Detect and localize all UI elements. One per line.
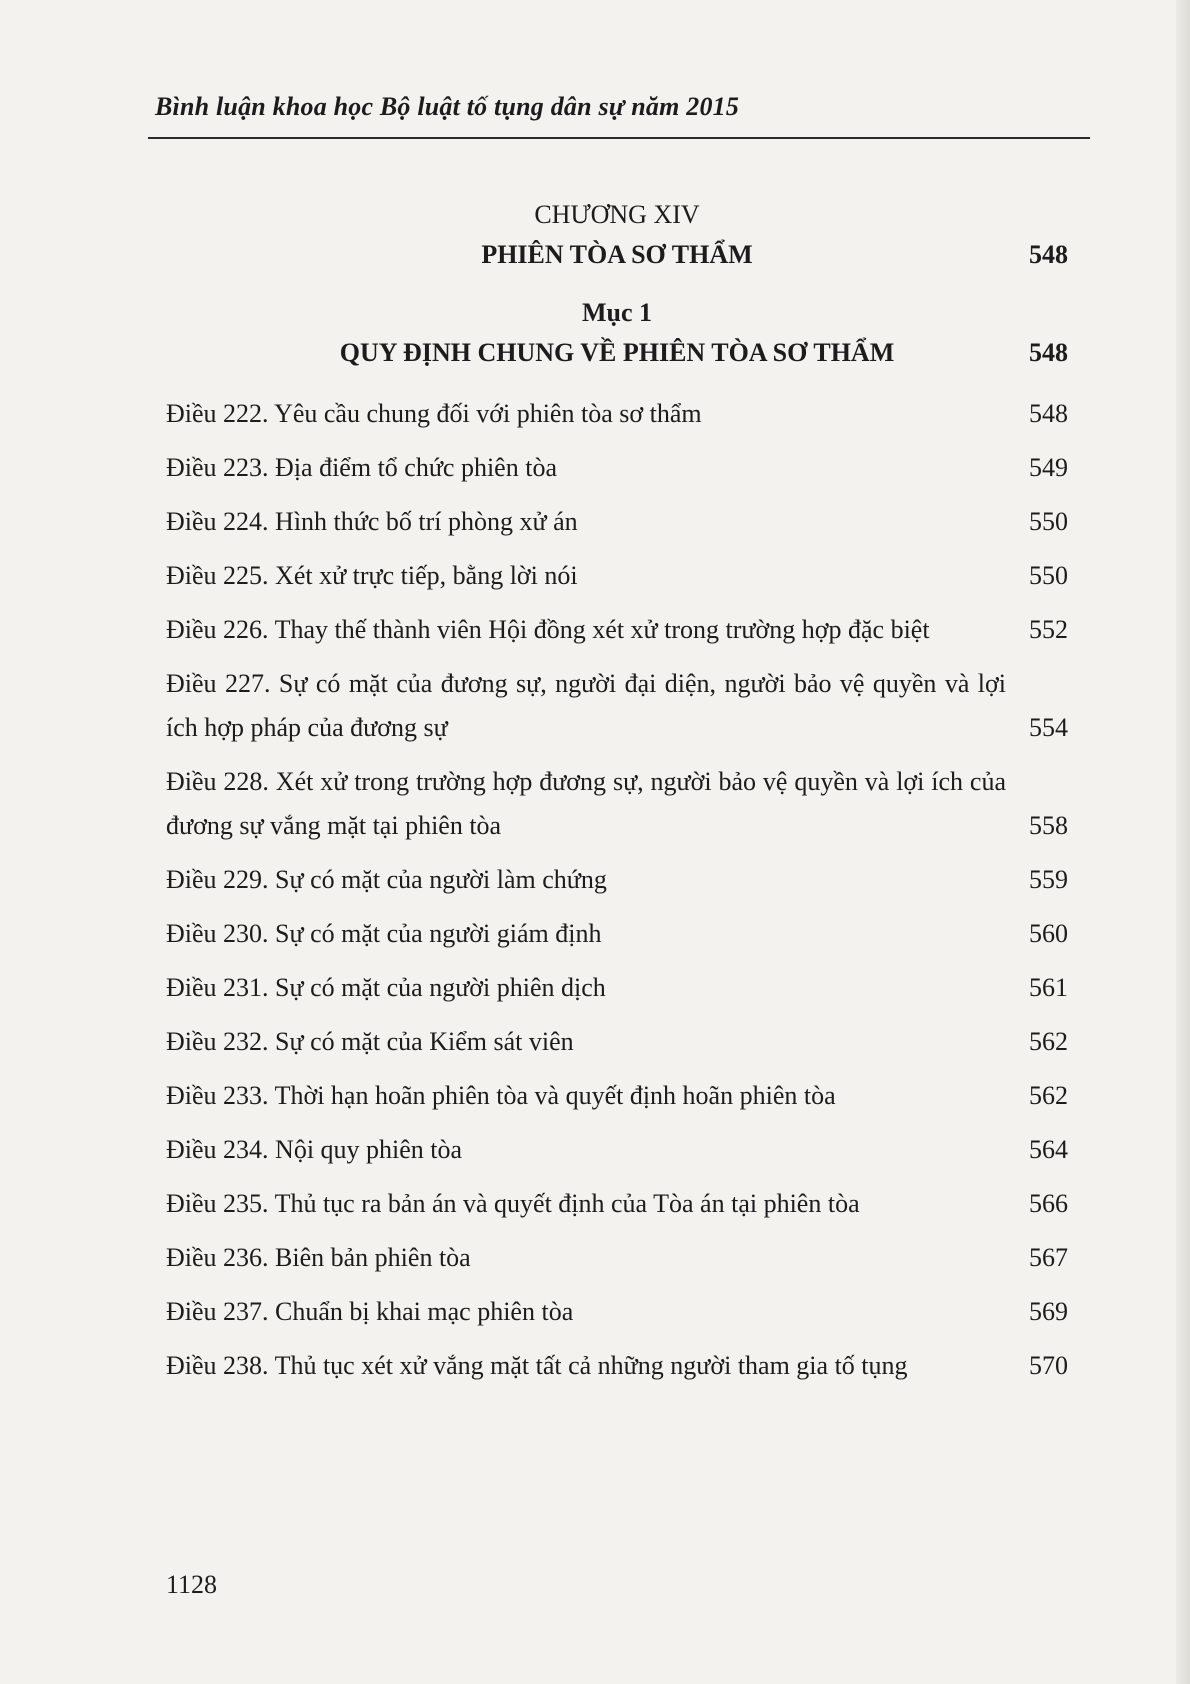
entry-page: 569: [1029, 1297, 1068, 1326]
chapter-title: PHIÊN TÒA SƠ THẨM: [481, 240, 753, 269]
entry-text: Điều 235. Thủ tục ra bản án và quyết định của Tòa án tại phiên tòa: [166, 1189, 860, 1218]
toc-entry[interactable]: [166, 760, 1068, 848]
running-header: Bình luận khoa học Bộ luật tố tụng dân sự năm 2015: [155, 92, 740, 121]
toc-entry[interactable]: [166, 1290, 1068, 1334]
entry-page: 552: [1029, 615, 1068, 644]
toc-entry[interactable]: [166, 1344, 1068, 1388]
toc-entry[interactable]: [166, 500, 1068, 544]
entry-page: 562: [1029, 1081, 1068, 1110]
entry-text: Điều 225. Xét xử trực tiếp, bằng lời nói: [166, 561, 578, 590]
entry-text: Điều 227. Sự có mặt của đương sự, người đại diện, người bảo vệ quyền và lợi ích hợp pháp của đương sự: [166, 669, 1006, 742]
entry-text: Điều 236. Biên bản phiên tòa: [166, 1243, 471, 1272]
entry-text: Điều 232. Sự có mặt của Kiểm sát viên: [166, 1027, 574, 1056]
entry-page: 558: [1029, 811, 1068, 840]
entry-text: Điều 229. Sự có mặt của người làm chứng: [166, 865, 607, 894]
section-label: Mục 1: [581, 298, 653, 327]
entry-page: 566: [1029, 1189, 1068, 1218]
entry-text: Điều 222. Yêu cầu chung đối với phiên tòa sơ thẩm: [166, 399, 702, 428]
entry-text: Điều 224. Hình thức bố trí phòng xử án: [166, 507, 578, 536]
chapter-label: CHƯƠNG XIV: [534, 200, 700, 229]
entry-page: 548: [1029, 399, 1068, 428]
toc-entry[interactable]: [166, 858, 1068, 902]
entry-text: Điều 231. Sự có mặt của người phiên dịch: [166, 973, 606, 1002]
entry-page: 549: [1029, 453, 1068, 482]
toc-entry[interactable]: [166, 1128, 1068, 1172]
toc-entry[interactable]: [166, 662, 1068, 750]
entry-text: Điều 226. Thay thế thành viên Hội đồng xét xử trong trường hợp đặc biệt: [166, 615, 930, 644]
entry-page: 560: [1029, 919, 1068, 948]
entry-text: Điều 234. Nội quy phiên tòa: [166, 1135, 463, 1164]
entry-text: Điều 233. Thời hạn hoãn phiên tòa và quyết định hoãn phiên tòa: [166, 1081, 836, 1110]
toc-entry[interactable]: [166, 1020, 1068, 1064]
entry-text: Điều 237. Chuẩn bị khai mạc phiên tòa: [166, 1297, 574, 1326]
entry-page: 561: [1029, 973, 1068, 1002]
entry-page: 550: [1029, 561, 1068, 590]
entry-page: 559: [1029, 865, 1068, 894]
entry-text: Điều 228. Xét xử trong trường hợp đương sự, người bảo vệ quyền và lợi ích của đương sự vắng mặt tại phiên tòa: [166, 767, 1006, 840]
entry-page: 567: [1029, 1243, 1068, 1272]
toc-entry[interactable]: [166, 1074, 1068, 1118]
entry-page: 550: [1029, 507, 1068, 536]
toc-entry[interactable]: [166, 1236, 1068, 1280]
section-title-line: [166, 336, 1068, 370]
section-title: QUY ĐỊNH CHUNG VỀ PHIÊN TÒA SƠ THẨM: [339, 338, 895, 367]
toc-entry[interactable]: [166, 554, 1068, 598]
chapter-title-line: [166, 238, 1068, 272]
toc-entries: [166, 392, 1068, 1388]
entry-page: 554: [1029, 713, 1068, 742]
section-page: 548: [1029, 338, 1068, 367]
entry-text: Điều 223. Địa điểm tổ chức phiên tòa: [166, 453, 557, 482]
chapter-page: 548: [1029, 240, 1068, 269]
entry-page: 564: [1029, 1135, 1068, 1164]
toc-entry[interactable]: [166, 1182, 1068, 1226]
toc-entry[interactable]: [166, 966, 1068, 1010]
toc-entry[interactable]: [166, 392, 1068, 436]
entry-page: 562: [1029, 1027, 1068, 1056]
toc-entry[interactable]: [166, 446, 1068, 490]
header-rule: [148, 137, 1090, 139]
toc-entry[interactable]: [166, 912, 1068, 956]
page-edge: [1176, 0, 1190, 1684]
entry-text: Điều 238. Thủ tục xét xử vắng mặt tất cả những người tham gia tố tụng: [166, 1351, 908, 1380]
toc-entry[interactable]: [166, 608, 1068, 652]
entry-page: 570: [1029, 1351, 1068, 1380]
page-number: 1128: [166, 1570, 218, 1599]
entry-text: Điều 230. Sự có mặt của người giám định: [166, 919, 602, 948]
